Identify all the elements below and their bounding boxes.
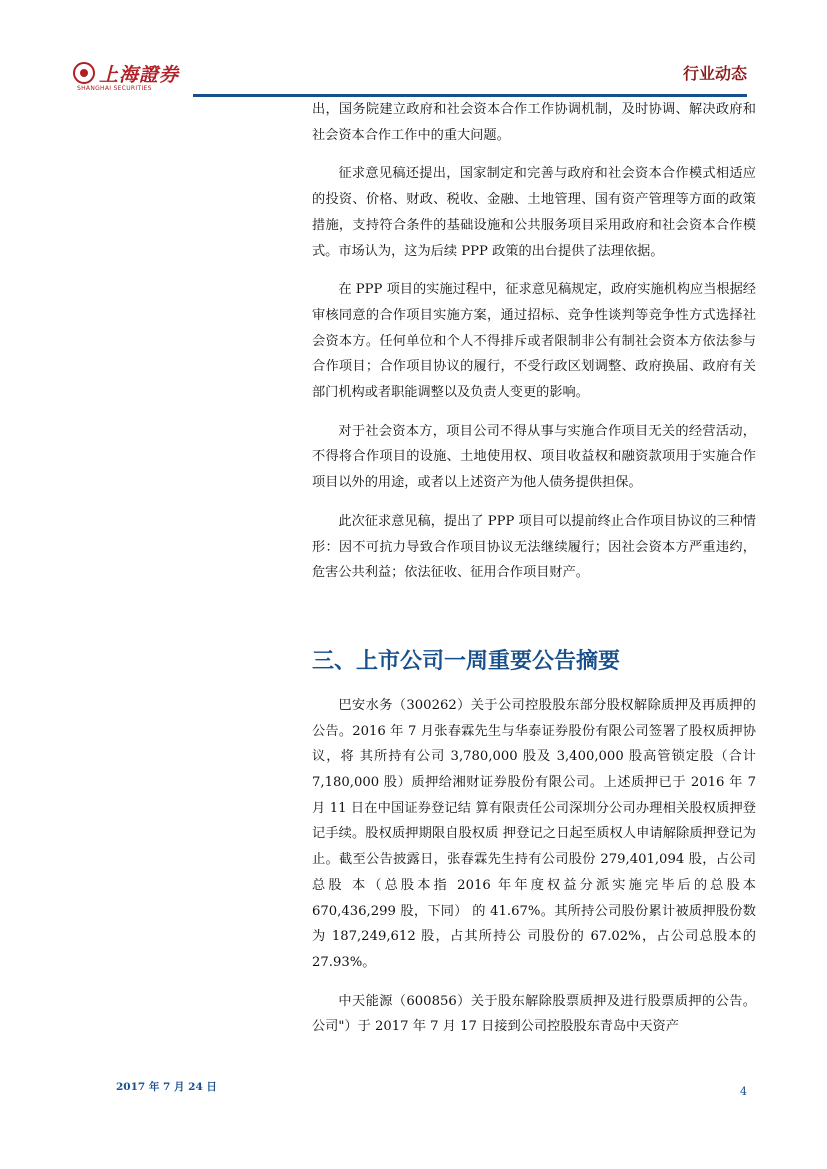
paragraph: 此次征求意见稿，提出了 PPP 项目可以提前终止合作项目协议的三种情形：因不可抗力导致合作项目协议无法继续履行；因社会资本方严重违约，危害公共利益；依法征收、征用合作项目财产。 <box>312 513 756 581</box>
page-number: 4 <box>740 1085 747 1098</box>
section-heading: 三、上市公司一周重要公告摘要 <box>312 648 621 674</box>
paragraph: 出，国务院建立政府和社会资本合作工作协调机制，及时协调、解决政府和社会资本合作工作中的重大问题。 <box>312 102 756 143</box>
logo-emblem-icon <box>73 62 95 84</box>
report-category: 行业动态 <box>682 64 747 83</box>
report-date: 2017 年 7 月 24 日 <box>116 1081 217 1093</box>
paragraph: 巴安水务（300262）关于公司控股股东部分股权解除质押及再质押的公告。2016 年 7 月张春霖先生与华泰证券股份有限公司签署了股权质押协议，将 其所持有公司 3,780,000 股及 3,400,000 股高管锁定股（合计 7,180,000 股）质押给湘财证券股份有限公司。上述质押已于 2016 年 7 月 11 日在中国证券登记结 算有限责任公司深圳分公司办理相关股权质押登记手续。股权质押期限自股权质 押登记之日起至质权人申请解除质押登记为止。截至公告披露日，张春霖先生持有公司股份 279,401,094 股，占公司总股 本（总股本指 2016 年年度权益分派实施完毕后的总股本 670,436,299 股，下同） 的 41.67%。其所持公司股份累计被质押股份数为 187,249,612 股，占其所持公 司股份的 67.02%，占公司总股本的 27.93%。 <box>312 697 756 970</box>
paragraph: 中天能源（600856）关于股东解除股票质押及进行股票质押的公告。公司"）于 2017 年 7 月 17 日接到公司控股股东青岛中天资产 <box>312 993 756 1035</box>
page-header <box>0 0 827 100</box>
logo-subtitle: SHANGHAI SECURITIES <box>77 85 152 92</box>
paragraph: 征求意见稿还提出，国家制定和完善与政府和社会资本合作模式相适应的投资、价格、财政、税收、金融、土地管理、国有资产管理等方面的政策措施，支持符合条件的基础设施和公共服务项目采用政府和社会资本合作模式。市场认为，这为后续 PPP 政策的出台提供了法理依据。 <box>312 166 756 259</box>
document-body <box>312 97 756 1040</box>
paragraph: 在 PPP 项目的实施过程中，征求意见稿规定，政府实施机构应当根据经审核同意的合作项目实施方案，通过招标、竞争性谈判等竞争性方式选择社会资本方。任何单位和个人不得排斥或者限制非公有制社会资本方依法参与合作项目；合作项目协议的履行，不受行政区划调整、政府换届、政府有关部门机构或者职能调整以及负责人变更的影响。 <box>312 282 756 401</box>
logo-text: 上海證券 <box>99 64 180 86</box>
paragraph: 对于社会资本方，项目公司不得从事与实施合作项目无关的经营活动，不得将合作项目的设施、土地使用权、项目收益权和融资款项用于实施合作项目以外的用途，或者以上述资产为他人债务提供担保。 <box>312 423 756 491</box>
company-logo <box>73 60 193 94</box>
